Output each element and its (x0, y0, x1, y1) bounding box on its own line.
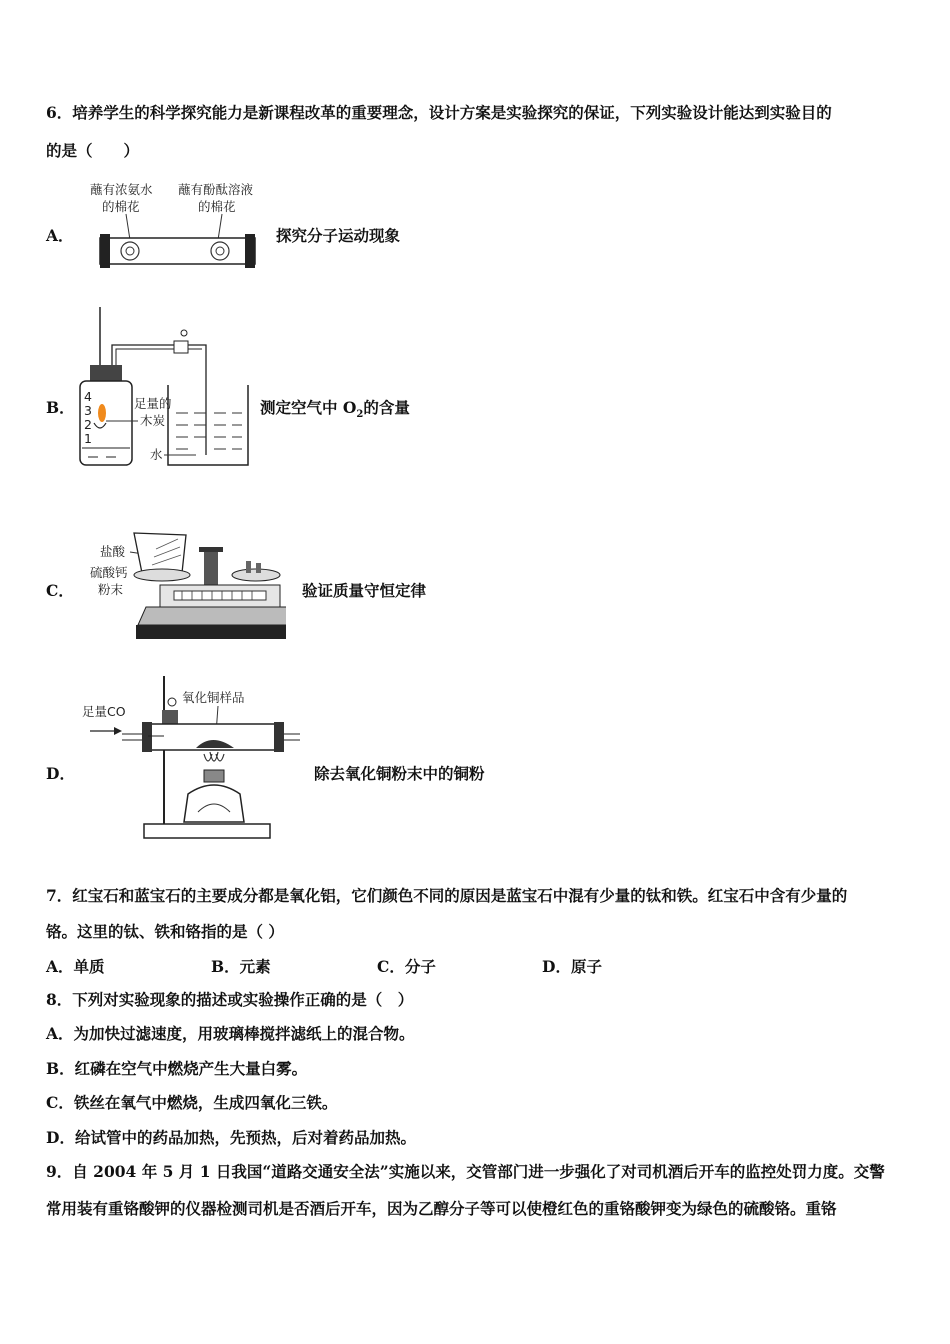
q8-option-b: B．红磷在空气中燃烧产生大量白雾。 (46, 1059, 308, 1078)
flame-icon (98, 404, 106, 422)
flame-icon (204, 752, 224, 761)
q8-option-c: C．铁丝在氧气中燃烧，生成四氧化三铁。 (46, 1093, 338, 1112)
q7-choice-c: C．分子 (377, 957, 436, 976)
q6-option-b-letter: B． (46, 398, 75, 417)
tick-2: 2 (84, 417, 92, 432)
q6-option-b-text: 测定空气中 $O_2$的含量 (260, 398, 410, 421)
q6-stem-line1: 6．培养学生的科学探究能力是新课程改革的重要理念，设计方案是实验探究的保证，下列实验设计能达到实验目的 (46, 103, 832, 122)
q8-option-a: A．为加快过滤速度，用玻璃棒搅拌滤纸上的混合物。 (46, 1024, 415, 1043)
figure-a-diffusion-tube (90, 178, 270, 274)
label-powder-2: 粉末 (98, 582, 124, 597)
q9-stem-line2: 常用装有重铬酸钾的仪器检测司机是否酒后开车，因为乙醇分子等可以使橙红色的重铬酸钾变为绿色的硫酸铬。重铬 (46, 1199, 837, 1218)
q6-option-a-text: 探究分子运动现象 (276, 226, 401, 245)
q6-option-c-letter: C． (46, 581, 74, 600)
figure-b-oxygen-measurement (76, 305, 256, 470)
q6-stem-line2: 的是（ ） (46, 141, 140, 160)
q6-option-d-letter: D． (46, 764, 75, 783)
figure-c-balance (86, 525, 286, 645)
label-co-gas: 足量CO (82, 704, 126, 719)
q9-stem-line1: 9．自 2004 年 5 月 1 日我国“道路交通安全法”实施以来，交管部门进一步强化了对司机酒后开车的监控处罚力度。交警 (46, 1162, 885, 1181)
q8-stem: 8．下列对实验现象的描述或实验操作正确的是（ ） (46, 990, 414, 1009)
q7-choice-b: B．元素 (211, 957, 271, 976)
q7-choice-d: D．原子 (542, 957, 602, 976)
tick-3: 3 (84, 403, 92, 418)
label-cuo-sample: 氧化铜样品 (182, 690, 245, 705)
q6-option-a-letter: A． (46, 226, 74, 245)
q7-stem-line1: 7．红宝石和蓝宝石的主要成分都是氧化铝，它们颜色不同的原因是蓝宝石中混有少量的钛和铁。红宝石中含有少量的 (46, 886, 848, 905)
label-phenol-cotton-1: 蘸有酚酞溶液 (178, 182, 254, 197)
label-charcoal-1: 足量的 (134, 396, 172, 411)
figure-d-co-reduction (78, 672, 308, 844)
label-charcoal-2: 木炭 (140, 413, 166, 428)
tick-1: 1 (84, 431, 92, 446)
label-ammonia-cotton-1: 蘸有浓氨水 (90, 182, 153, 197)
label-hydrochloric-acid: 盐酸 (100, 544, 126, 559)
label-water: 水 (150, 447, 163, 462)
q7-stem-line2: 铬。这里的钛、铁和铬指的是（ ） (46, 922, 284, 941)
q6-option-d-text: 除去氧化铜粉末中的铜粉 (314, 764, 485, 783)
q7-choice-a: A．单质 (46, 957, 105, 976)
q6-option-c-text: 验证质量守恒定律 (302, 581, 427, 600)
label-phenol-cotton-2: 的棉花 (198, 199, 236, 214)
label-powder-1: 硫酸钙 (90, 565, 128, 580)
tick-4: 4 (84, 389, 92, 404)
label-ammonia-cotton-2: 的棉花 (102, 199, 140, 214)
q8-option-d: D．给试管中的药品加热，先预热，后对着药品加热。 (46, 1128, 416, 1147)
